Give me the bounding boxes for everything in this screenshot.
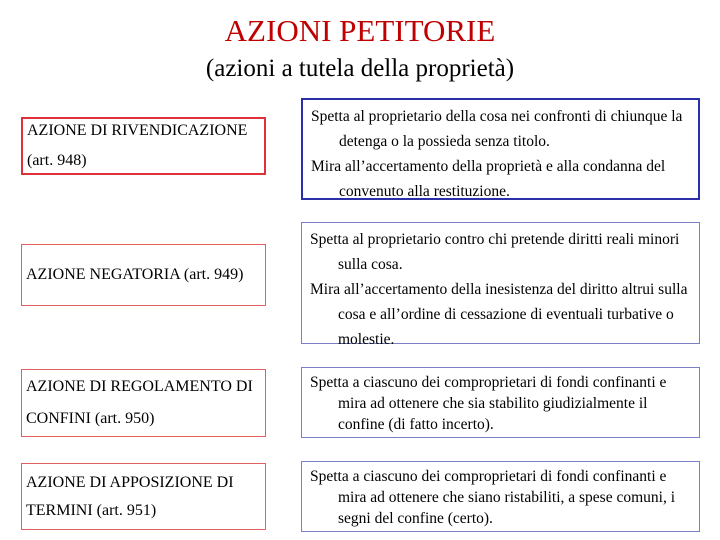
description-paragraph: Spetta al proprietario contro chi pretende diritti reali minori sulla cosa. [310,231,680,273]
action-box-rivendicazione [21,117,266,175]
action-box-apposizione-termini [21,463,266,530]
page-title: AZIONI PETITORIE [224,13,496,48]
description-box-rivendicazione [301,98,700,200]
description-box-negatoria [301,222,700,348]
action-label: AZIONE DI REGOLAMENTO DI CONFINI (art. 950) [26,378,253,427]
description-paragraph: Spetta a ciascuno dei comproprietari di fondi confinanti e mira ad ottenere che siano ristabiliti, a spese comuni, i segni del confine (certo). [310,468,676,527]
description-paragraph: Mira all’accertamento della inesistenza del diritto altrui sulla cosa e all’ordine di cessazione di eventuali turbative o molestie. [310,281,688,348]
action-box-regolamento-confini [21,369,266,437]
description-box-regolamento-confini [301,367,700,438]
action-box-negatoria [21,244,266,306]
action-label: AZIONE DI APPOSIZIONE DI TERMINI (art. 951) [26,473,234,519]
description-box-apposizione-termini [301,461,700,532]
description-paragraph: Spetta al proprietario della cosa nei confronti di chiunque la detenga o la possieda senza titolo. [311,108,683,150]
action-label: AZIONE NEGATORIA (art. 949) [26,266,244,283]
page-subtitle: (azioni a tutela della proprietà) [205,55,515,82]
description-paragraph: Spetta a ciascuno dei comproprietari di fondi confinanti e mira ad ottenere che sia stabilito giudizialmente il confine (di fatto incerto). [310,374,667,433]
description-paragraph: Mira all’accertamento della proprietà e alla condanna del convenuto alla restituzione. [311,158,666,200]
action-label: AZIONE DI RIVENDICAZIONE (art. 948) [27,122,248,169]
